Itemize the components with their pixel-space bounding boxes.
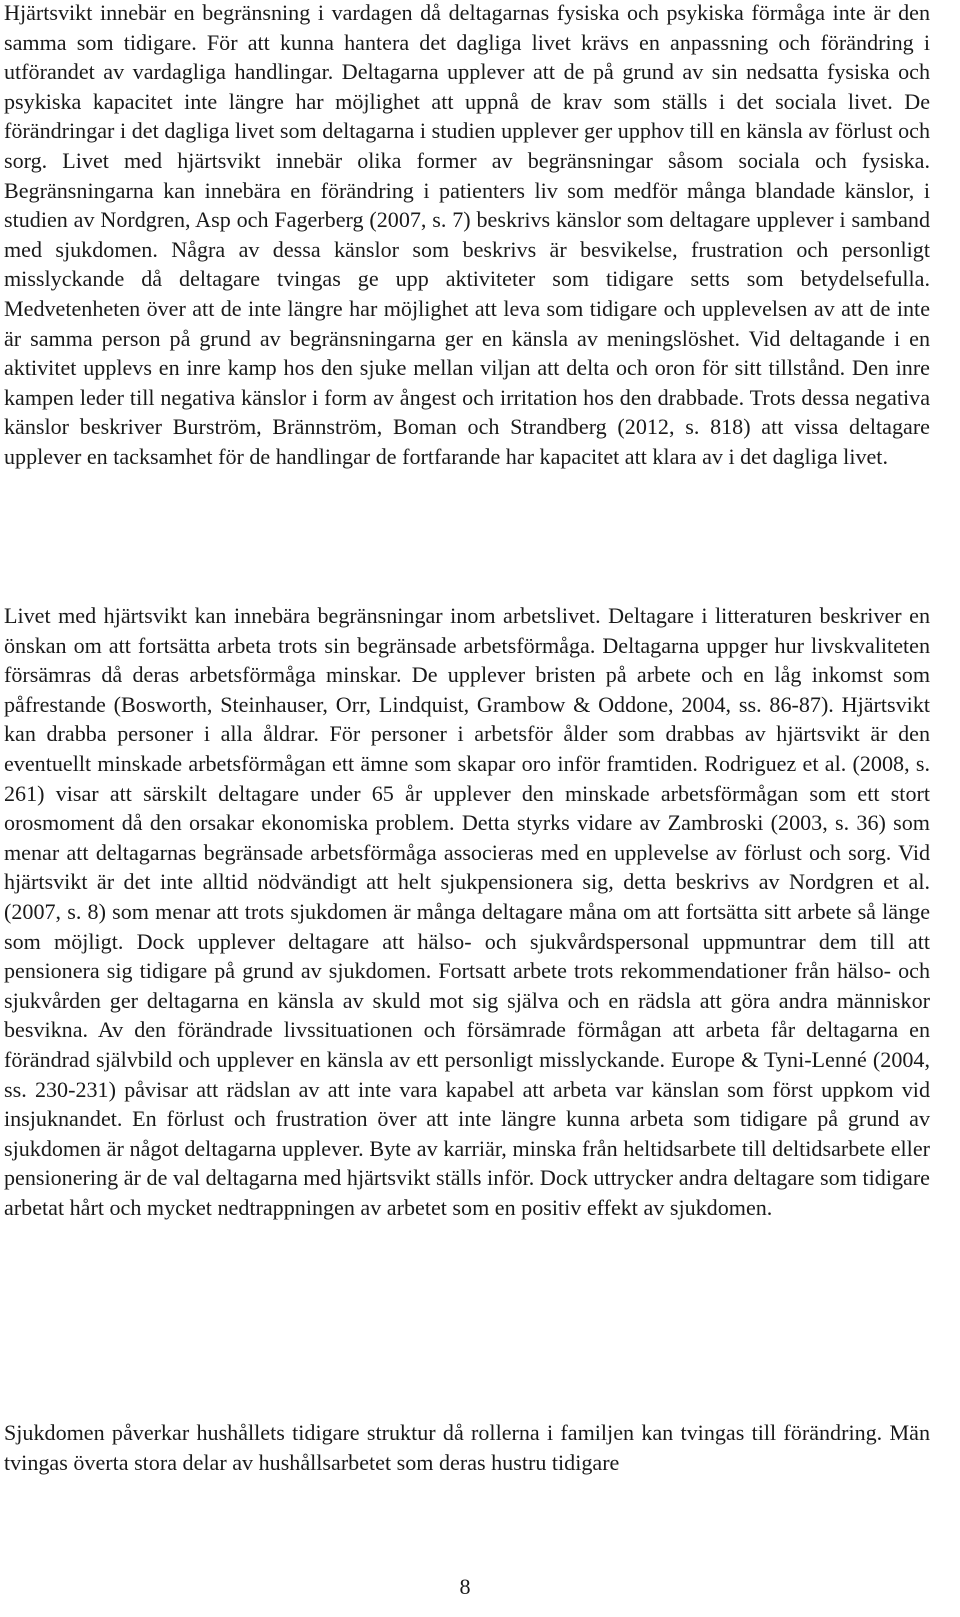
body-paragraph-3: Sjukdomen påverkar hushållets tidigare struktur då rollerna i familjen kan tvingas till förändring. Män tvingas överta stora delar av hushållsarbetet som deras hustru tidigare bbox=[4, 1420, 930, 1475]
body-paragraph-1: Hjärtsvikt innebär en begränsning i vardagen då deltagarnas fysiska och psykiska förmåga inte är den samma som tidigare. För att kunna hantera det dagliga livet krävs en anpassning och förändring i utförandet av vardagliga handlingar. Deltagarna upplever att de på grund av sin nedsatta fysiska och psykiska kapacitet inte längre har möjlighet att uppnå de krav som ställs i det sociala livet. De förändringar i det dagliga livet som deltagarna i studien upplever ger upphov till en känsla av förlust och sorg. Livet med hjärtsvikt innebär olika former av begränsningar såsom sociala och fysiska. Begränsningarna kan innebära en förändring i patienters liv som medför många blandade känslor, i studien av Nordgren, Asp och Fagerberg (2007, s. 7) beskrivs känslor som deltagare upplever i samband med sjukdomen. Några av dessa känslor som beskrivs är besvikelse, frustration och personligt misslyckande då deltagare tvingas ge upp aktiviteter som tidigare setts som betydelsefulla. Medvetenheten över att de inte längre har möjlighet att leva som tidigare och upplevelsen av att de inte är samma person på grund av begränsningarna ger en känsla av meningslöshet. Vid deltagande i en aktivitet upplevs en inre kamp hos den sjuke mellan viljan att delta och oron för sitt tillstånd. Den inre kampen leder till negativa känslor i form av ångest och irritation hos den drabbade. Trots dessa negativa känslor beskriver Burström, Brännström, Boman och Strandberg (2012, s. 818) att vissa deltagare upplever en tacksamhet för de handlingar de fortfarande har kapacitet att klara av i det dagliga livet. bbox=[4, 0, 930, 469]
body-paragraph-2: Livet med hjärtsvikt kan innebära begränsningar inom arbetslivet. Deltagare i litteraturen beskriver en önskan om att fortsätta arbeta trots sin begränsade arbetsförmåga. Deltagarna uppger hur livskvaliteten försämras då deras arbetsförmåga minskar. De upplever bristen på arbete och en låg inkomst som påfrestande (Bosworth, Steinhauser, Orr, Lindquist, Grambow & Oddone, 2004, ss. 86-87). Hjärtsvikt kan drabba personer i alla åldrar. För personer i arbetsför ålder som drabbas av hjärtsvikt är den eventuellt minskade arbetsförmågan ett ämne som skapar oro inför framtiden. Rodriguez et al. (2008, s. 261) visar att särskilt deltagare under 65 år upplever den minskade arbetsförmågan som ett stort orosmoment då den orsakar ekonomiska problem. Detta styrks vidare av Zambroski (2003, s. 36) som menar att deltagarnas begränsade arbetsförmåga associeras med en upplevelse av förlust och sorg. Vid hjärtsvikt är det inte alltid nödvändigt att helt sjukpensionera sig, detta beskrivs av Nordgren et al. (2007, s. 8) som menar att trots sjukdomen är många deltagare måna om att fortsätta sitt arbete så länge som möjligt. Dock upplever deltagare att hälso- och sjukvårdspersonal uppmuntrar dem till att pensionera sig tidigare på grund av sjukdomen. Fortsatt arbete trots rekommendationer från hälso- och sjukvården ger deltagarna en känsla av skuld mot sig själva och en rädsla att göra andra människor besvikna. Av den förändrade livssituationen och försämrade förmågan att arbeta får deltagarna en förändrad självbild och upplever en känsla av ett personligt misslyckande. Europe & Tyni-Lenné (2004, ss. 230-231) påvisar att rädslan av att inte vara kapabel att arbeta var känslan som först uppkom vid insjuknandet. En förlust och frustration över att inte längre kunna arbeta som tidigare på grund av sjukdomen är något deltagarna upplever. Byte av karriär, minska från heltidsarbete till deltidsarbete eller pensionering är de val deltagarna med hjärtsvikt ställs inför. Dock uttrycker andra deltagare som tidigare arbetat hårt och mycket nedtrappningen av arbetet som en positiv effekt av sjukdomen. bbox=[4, 603, 930, 1220]
page-number: 8 bbox=[459, 1574, 471, 1599]
